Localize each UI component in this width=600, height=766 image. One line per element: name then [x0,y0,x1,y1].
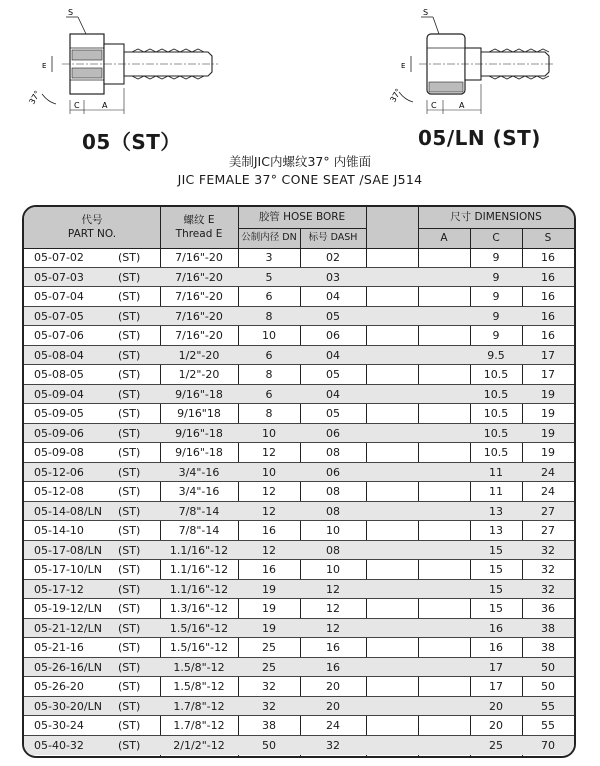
dim-s-cell: 16 [541,251,555,264]
dim-angle-label-right: 37° [388,87,404,104]
part-type-cell: (ST) [118,563,141,576]
part-number-cell: 05-40-32 [34,738,84,752]
part-number-cell: 05-26-16/LN [34,660,102,674]
dim-s-cell: 55 [541,699,555,713]
part-type-cell: (ST) [118,465,141,479]
thread-size-cell: 9/16"-18 [175,387,223,401]
model-label-st: 05（ST） [82,130,181,154]
part-type-cell: (ST) [118,543,141,557]
part-number-cell: 05-19-12/LN [34,602,102,615]
hose-dash-cell: 10 [326,524,340,537]
thread-size-cell: 1.3/16"-12 [169,602,229,615]
table-row [24,736,574,756]
fitting-drawing-st [22,4,222,122]
title-chinese: 美制JIC内螺纹37° 内锥面 [228,154,372,169]
dim-a-cell [418,521,470,540]
hose-dash-cell: 06 [326,465,340,479]
part-type-cell: (ST) [118,504,141,518]
dim-a-cell [418,326,470,345]
hose-dash-cell: 05 [326,407,340,420]
part-number-cell: 05-07-06 [34,329,84,342]
part-type-cell: (ST) [118,368,141,381]
hose-dn-cell: 12 [262,446,276,459]
part-type-cell: (ST) [118,485,141,498]
dim-c-cell: 15 [489,582,503,596]
hose-dash-cell: 16 [326,641,340,654]
hose-dash-cell: 02 [326,251,340,264]
hose-dn-cell: 16 [262,563,276,576]
part-number-cell: 05-09-05 [34,407,84,420]
dim-a-cell [418,736,470,755]
dim-s-cell: 38 [541,621,555,635]
table-row [24,248,574,268]
dim-s-cell: 24 [541,465,555,479]
dim-c-cell: 16 [489,641,503,654]
header-c: C [492,232,500,244]
dim-a-cell [418,404,470,423]
thread-size-cell: 1/2"-20 [178,348,220,362]
header-divider-hose [238,228,366,229]
header-a: A [440,232,448,244]
part-type-cell: (ST) [118,699,141,713]
part-number-cell: 05-07-03 [34,270,84,284]
dim-a-cell [418,268,470,287]
dim-s-cell: 19 [541,426,555,440]
hose-dn-cell: 10 [262,465,276,479]
hose-dn-cell: 6 [265,348,273,362]
thread-size-cell: 7/8"-14 [178,504,220,518]
hose-dn-cell: 3 [265,251,273,264]
title-english: JIC FEMALE 37° CONE SEAT /SAE J514 [177,172,423,187]
dim-a-cell [418,502,470,521]
table-row [24,424,574,444]
dim-a-cell [418,560,470,579]
thread-size-cell: 1.1/16"-12 [169,582,229,596]
part-number-cell: 05-07-04 [34,290,84,303]
dim-c-cell: 9 [492,290,500,303]
dim-s-label: S [68,8,74,17]
dim-s-cell: 36 [541,602,555,615]
dim-c-cell: 9 [492,329,500,342]
hose-dash-cell: 12 [326,602,340,615]
table-row [24,716,574,736]
part-number-cell: 05-30-20/LN [34,699,102,713]
dim-a-cell [418,658,470,677]
header-thread-en: Thread E [175,228,223,240]
thread-size-cell: 1.1/16"-12 [169,563,229,576]
part-type-cell: (ST) [118,426,141,440]
dim-a-cell [418,385,470,404]
table-row [24,541,574,561]
dim-c-cell: 15 [489,543,503,557]
dim-angle-label: 37° [27,89,43,106]
part-type-cell: (ST) [118,602,141,615]
hose-dash-cell: 05 [326,309,340,323]
dim-s-cell: 32 [541,543,555,557]
part-number-cell: 05-08-05 [34,368,84,381]
dim-a-cell [418,716,470,735]
dim-s-cell: 32 [541,582,555,596]
dim-e-label-right: E [401,62,406,70]
dim-c-cell: 9 [492,270,500,284]
dim-c-cell: 9.5 [487,348,505,362]
dim-s-cell: 19 [541,446,555,459]
part-type-cell: (ST) [118,680,141,693]
thread-size-cell: 1.5/16"-12 [169,641,229,654]
dim-c-cell: 20 [489,719,503,732]
part-number-cell: 05-14-10 [34,524,84,537]
part-type-cell: (ST) [118,641,141,654]
part-number-cell: 05-12-08 [34,485,84,498]
table-row [24,697,574,717]
hose-dash-cell: 06 [326,329,340,342]
hose-dash-cell: 20 [326,699,340,713]
table-row [24,482,574,502]
part-number-cell: 05-26-20 [34,680,84,693]
hose-dn-cell: 6 [265,290,273,303]
hose-dn-cell: 12 [262,504,276,518]
dim-c-cell: 10.5 [483,407,509,420]
part-type-cell: (ST) [118,348,141,362]
dim-c-cell: 16 [489,621,503,635]
hose-dash-cell: 04 [326,290,340,303]
part-type-cell: (ST) [118,387,141,401]
part-type-cell: (ST) [118,446,141,459]
part-number-cell: 05-21-16 [34,641,84,654]
dim-a-cell [418,638,470,657]
part-type-cell: (ST) [118,407,141,420]
table-row [24,346,574,366]
header-dash: 标号 DASH [308,232,358,243]
dim-c-cell: 13 [489,524,503,537]
hose-dash-cell: 06 [326,426,340,440]
hose-dn-cell: 10 [262,329,276,342]
thread-size-cell: 1.5/8"-12 [173,680,225,693]
table-row [24,619,574,639]
table-row [24,307,574,327]
thread-size-cell: 1/2"-20 [178,368,220,381]
hose-dash-cell: 16 [326,660,340,674]
header-s: S [544,232,552,244]
dim-a-cell [418,599,470,618]
part-type-cell: (ST) [118,309,141,323]
header-part-cn: 代号 [81,214,103,226]
hose-dn-cell: 25 [262,641,276,654]
dim-c-cell: 9 [492,251,500,264]
thread-size-cell: 3/4"-16 [178,485,220,498]
table-row [24,658,574,678]
part-type-cell: (ST) [118,621,141,635]
hose-dn-cell: 6 [265,387,273,401]
hose-dn-cell: 19 [262,582,276,596]
table-row [24,404,574,424]
dim-a-cell [418,248,470,267]
table-row [24,580,574,600]
hose-dn-cell: 12 [262,485,276,498]
table-row [24,677,574,697]
thread-size-cell: 9/16"-18 [175,446,223,459]
dim-c-label-right: C [431,101,437,110]
dim-c-cell: 20 [489,699,503,713]
hose-dn-cell: 8 [265,368,273,381]
dim-c-cell: 10.5 [483,426,509,440]
part-type-cell: (ST) [118,719,141,732]
dim-a-cell [418,424,470,443]
part-type-cell: (ST) [118,251,141,264]
thread-size-cell: 1.5/8"-12 [173,660,225,674]
part-number-cell: 05-12-06 [34,465,84,479]
part-number-cell: 05-17-10/LN [34,563,102,576]
dim-e-label: E [42,62,47,70]
hose-dn-cell: 50 [262,738,276,752]
thread-size-cell: 1.5/16"-12 [169,621,229,635]
dim-s-cell: 16 [541,309,555,323]
hose-dash-cell: 32 [326,738,340,752]
part-number-cell: 05-07-05 [34,309,84,323]
hose-dn-cell: 19 [262,602,276,615]
hose-dn-cell: 32 [262,680,276,693]
thread-size-cell: 2/1/2"-12 [173,738,225,752]
thread-size-cell: 3/4"-16 [178,465,220,479]
dim-a-cell [418,365,470,384]
table-row [24,638,574,658]
dim-a-cell [418,619,470,638]
dim-s-cell: 27 [541,504,555,518]
part-number-cell: 05-14-08/LN [34,504,102,518]
part-number-cell: 05-08-04 [34,348,84,362]
dim-c-cell: 17 [489,660,503,674]
dim-c-cell: 15 [489,563,503,576]
table-row [24,287,574,307]
part-type-cell: (ST) [118,582,141,596]
part-number-cell: 05-09-08 [34,446,84,459]
dim-c-cell: 10.5 [483,368,509,381]
table-row [24,385,574,405]
hose-dn-cell: 8 [265,407,273,420]
hose-dash-cell: 04 [326,387,340,401]
part-type-cell: (ST) [118,270,141,284]
thread-size-cell: 7/16"-20 [175,290,223,303]
dim-s-cell: 24 [541,485,555,498]
dim-s-cell: 27 [541,524,555,537]
dim-c-cell: 11 [489,465,503,479]
header-dn: 公制内径 DN [241,232,297,243]
hose-dash-cell: 24 [326,719,340,732]
thread-size-cell: 7/8"-14 [178,524,220,537]
dim-s-cell: 38 [541,641,555,654]
part-type-cell: (ST) [118,660,141,674]
dim-a-cell [418,463,470,482]
hose-dash-cell: 12 [326,621,340,635]
part-number-cell: 05-07-02 [34,251,84,264]
dim-s-label-right: S [423,8,429,17]
dim-c-cell: 17 [489,680,503,693]
fitting-drawing-ln-st-svg [385,4,560,122]
hose-dn-cell: 38 [262,719,276,732]
table-row [24,443,574,463]
dim-s-cell: 50 [541,680,555,693]
table-row [24,560,574,580]
table-row [24,502,574,522]
hose-dn-cell: 32 [262,699,276,713]
part-type-cell: (ST) [118,290,141,303]
thread-size-cell: 7/16"-20 [175,270,223,284]
dim-c-cell: 10.5 [483,446,509,459]
part-type-cell: (ST) [118,329,141,342]
hose-dash-cell: 08 [326,446,340,459]
table-row [24,463,574,483]
thread-size-cell: 9/16"18 [177,407,221,420]
dim-s-cell: 19 [541,407,555,420]
thread-size-cell: 1.7/8"-12 [173,719,225,732]
table-row [24,599,574,619]
thread-size-cell: 1.7/8"-12 [173,699,225,713]
dim-c-cell: 15 [489,602,503,615]
part-type-cell: (ST) [118,738,141,752]
dim-s-cell: 16 [541,270,555,284]
header-thread-cn: 螺纹 E [183,214,215,226]
thread-size-cell: 7/16"-20 [175,309,223,323]
table-body [24,248,574,755]
hose-dash-cell: 03 [326,270,340,284]
hose-dn-cell: 19 [262,621,276,635]
hose-dash-cell: 05 [326,368,340,381]
dim-s-cell: 17 [541,348,555,362]
spec-table [22,205,576,758]
hose-dn-cell: 16 [262,524,276,537]
header-divider-dim [418,228,574,229]
hose-dash-cell: 10 [326,563,340,576]
hose-dash-cell: 08 [326,504,340,518]
dim-a-cell [418,287,470,306]
header-hose-bore: 胶管 HOSE BORE [258,211,346,223]
dim-a-cell [418,346,470,365]
part-number-cell: 05-09-06 [34,426,84,440]
header-part-en: PART NO. [67,228,117,240]
part-number-cell: 05-17-12 [34,582,84,596]
thread-size-cell: 7/16"-20 [175,251,223,264]
table-row [24,268,574,288]
dim-s-cell: 19 [541,387,555,401]
dim-a-label: A [102,101,108,110]
dim-c-cell: 10.5 [483,387,509,401]
dim-s-cell: 17 [541,368,555,381]
hose-dn-cell: 10 [262,426,276,440]
thread-size-cell: 7/16"-20 [175,329,223,342]
fitting-drawing-st-svg [22,4,222,122]
hose-dash-cell: 20 [326,680,340,693]
fitting-drawing-ln-st [385,4,560,122]
hose-dash-cell: 12 [326,582,340,596]
dim-a-cell [418,677,470,696]
table-row [24,326,574,346]
dim-a-label-right: A [459,101,465,110]
part-number-cell: 05-09-04 [34,387,84,401]
header-dimensions: 尺寸 DIMENSIONS [450,211,542,223]
dim-s-cell: 50 [541,660,555,674]
table-row [24,521,574,541]
dim-c-label: C [74,101,80,110]
dim-c-cell: 11 [489,485,503,498]
part-number-cell: 05-21-12/LN [34,621,102,635]
table-row [24,365,574,385]
hose-dash-cell: 08 [326,485,340,498]
dim-s-cell: 16 [541,290,555,303]
hose-dn-cell: 12 [262,543,276,557]
dim-c-cell: 13 [489,504,503,518]
dim-s-cell: 70 [541,738,555,752]
hose-dn-cell: 8 [265,309,273,323]
table-header [24,207,574,249]
dim-a-cell [418,482,470,501]
dim-a-cell [418,541,470,560]
thread-size-cell: 1.1/16"-12 [169,543,229,557]
hose-dn-cell: 5 [265,270,273,284]
dim-c-cell: 25 [489,738,503,752]
model-label-ln-st: 05/LN (ST) [418,126,541,150]
hose-dn-cell: 25 [262,660,276,674]
dim-a-cell [418,697,470,716]
thread-size-cell: 9/16"-18 [175,426,223,440]
part-number-cell: 05-30-24 [34,719,84,732]
dim-a-cell [418,580,470,599]
dim-a-cell [418,443,470,462]
dim-s-cell: 55 [541,719,555,732]
hose-dash-cell: 08 [326,543,340,557]
dim-s-cell: 16 [541,329,555,342]
hose-dash-cell: 04 [326,348,340,362]
dim-a-cell [418,307,470,326]
part-number-cell: 05-17-08/LN [34,543,102,557]
dim-s-cell: 32 [541,563,555,576]
dim-c-cell: 9 [492,309,500,323]
part-type-cell: (ST) [118,524,141,537]
